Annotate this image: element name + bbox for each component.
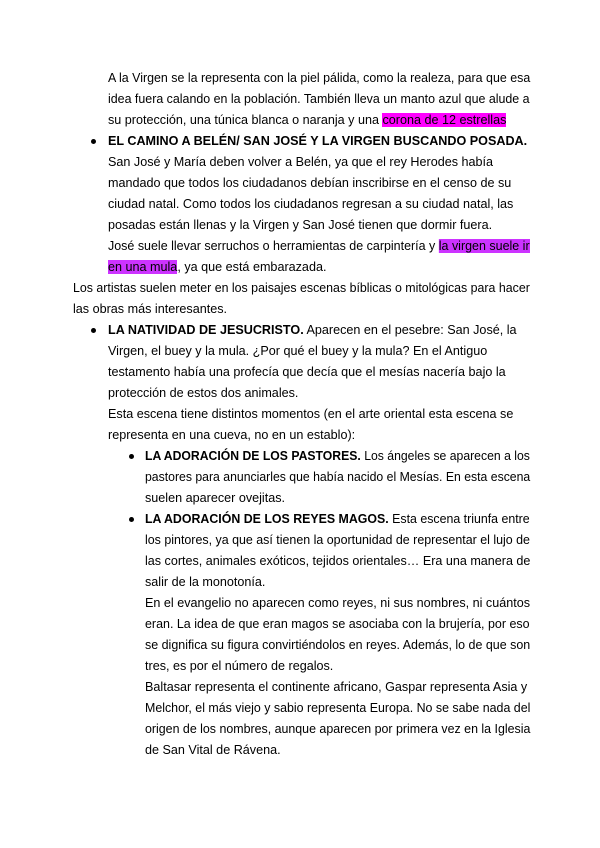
camino-text: José suele llevar serruchos o herramientas de carpintería y xyxy=(108,239,439,253)
natividad-line-5: Esta escena tiene distintos momentos (en el arte oriental esta escena se xyxy=(108,407,514,421)
camino-line-6 xyxy=(108,259,326,275)
heading-pastores: LA ADORACIÓN DE LOS PASTORES. xyxy=(145,449,361,463)
reyes-line-3: las cortes, animales exóticos, tejidos orientales… Era una manera de xyxy=(145,554,531,568)
natividad-line-1 xyxy=(108,322,517,338)
highlight-mula-2: en una mula xyxy=(108,260,178,274)
natividad-text: Aparecen en el pesebre: San José, la xyxy=(303,323,517,337)
reyes-line-5: En el evangelio no aparecen como reyes, ni sus nombres, ni cuántos xyxy=(145,596,531,610)
heading-natividad: LA NATIVIDAD DE JESUCRISTO. xyxy=(108,323,304,337)
reyes-line-4: salir de la monotonía. xyxy=(145,575,266,589)
reyes-line-12: de San Vital de Rávena. xyxy=(145,743,281,757)
artistas-line-1: Los artistas suelen meter en los paisajes escenas bíblicas o mitológicas para hacer xyxy=(73,281,530,295)
natividad-line-3: testamento había una profecía que decía que el mesías nacería bajo la xyxy=(108,365,506,379)
reyes-line-8: tres, es por el número de regalos. xyxy=(145,659,334,673)
camino-line-2: mandado que todos los ciudadanos debían inscribirse en el censo de su xyxy=(108,176,512,190)
paragraph-virgen-text: su protección, una túnica blanca o naranja y una xyxy=(108,113,383,127)
reyes-line-11: origen de los nombres, aunque aparecen por primera vez en la Iglesia xyxy=(145,722,531,736)
camino-text-end: , ya que está embarazada. xyxy=(177,260,327,274)
natividad-line-6: representa en una cueva, no en un establo): xyxy=(108,428,356,442)
reyes-line-9: Baltasar representa el continente africano, Gaspar representa Asia y xyxy=(145,680,528,694)
highlight-corona: corona de 12 estrellas xyxy=(382,113,507,127)
paragraph-virgen-line-3 xyxy=(108,112,506,128)
heading-reyes-magos: LA ADORACIÓN DE LOS REYES MAGOS. xyxy=(145,512,389,526)
reyes-line-2: los pintores, ya que así tienen la oportunidad de representar el lujo de xyxy=(145,533,530,547)
reyes-text: Esta escena triunfa entre xyxy=(388,512,530,526)
camino-line-4: posadas están llenas y la Virgen y San José tienen que dormir fuera. xyxy=(108,218,493,232)
camino-line-3: ciudad natal. Como todos los ciudadanos regresan a su ciudad natal, las xyxy=(108,197,514,211)
paragraph-virgen-line-2: idea fuera calando en la población. También lleva un manto azul que alude a xyxy=(108,92,530,106)
highlight-mula-1: la virgen suele ir xyxy=(438,239,530,253)
natividad-line-2: Virgen, el buey y la mula. ¿Por qué el buey y la mula? En el Antiguo xyxy=(108,344,488,358)
camino-line-1: San José y María deben volver a Belén, ya que el rey Herodes había xyxy=(108,155,494,169)
bullet-icon xyxy=(129,454,134,459)
paragraph-virgen-line-1: A la Virgen se la representa con la piel pálida, como la realeza, para que esa xyxy=(108,71,531,85)
reyes-line-10: Melchor, el más viejo y sabio representa Europa. No se sabe nada del xyxy=(145,701,531,715)
camino-line-5 xyxy=(108,238,530,254)
pastores-line-1 xyxy=(145,448,530,464)
heading-camino-belen: EL CAMINO A BELÉN/ SAN JOSÉ Y LA VIRGEN BUSCANDO POSADA. xyxy=(108,134,528,148)
bullet-icon xyxy=(91,328,96,333)
reyes-line-7: se dignifica su figura convirtiéndolos en reyes. Además, lo de que son xyxy=(145,638,531,652)
bullet-icon xyxy=(91,139,96,144)
bullet-icon xyxy=(129,517,134,522)
reyes-line-1 xyxy=(145,511,530,527)
pastores-line-3: suelen aparecer ovejitas. xyxy=(145,491,286,505)
natividad-line-4: protección de estos dos animales. xyxy=(108,386,299,400)
artistas-line-2: las obras más interesantes. xyxy=(73,302,227,316)
reyes-line-6: eran. La idea de que eran magos se asociaba con la brujería, por eso xyxy=(145,617,530,631)
pastores-text: Los ángeles se aparecen a los xyxy=(360,449,530,463)
pastores-line-2: pastores para anunciarles que había nacido el Mesías. En esta escena xyxy=(145,470,531,484)
